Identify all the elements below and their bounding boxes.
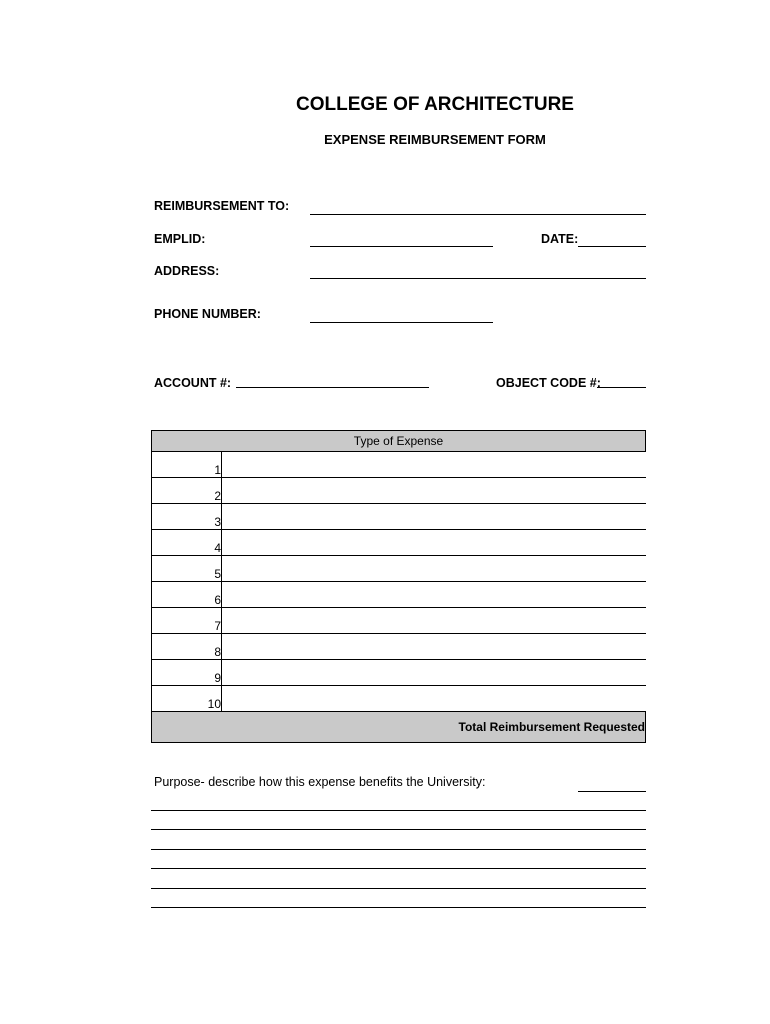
row-number: 9	[152, 660, 222, 686]
purpose-line[interactable]	[151, 868, 646, 869]
expense-entry-cell[interactable]	[222, 582, 646, 608]
expense-entry-cell[interactable]	[222, 504, 646, 530]
page-subtitle: EXPENSE REIMBURSEMENT FORM	[324, 132, 546, 147]
row-number: 8	[152, 634, 222, 660]
row-number: 3	[152, 504, 222, 530]
expense-row	[152, 634, 646, 660]
row-number: 7	[152, 608, 222, 634]
account-line[interactable]	[236, 387, 429, 388]
total-reimbursement-label: Total Reimbursement Requested	[152, 712, 646, 743]
expense-entry-cell[interactable]	[222, 686, 646, 712]
purpose-line[interactable]	[151, 849, 646, 850]
expense-table-header-row	[152, 431, 646, 452]
account-label: ACCOUNT #:	[154, 376, 232, 390]
emplid-line[interactable]	[310, 246, 493, 247]
expense-row	[152, 452, 646, 478]
page-title: COLLEGE OF ARCHITECTURE	[296, 94, 574, 115]
expense-entry-cell[interactable]	[222, 608, 646, 634]
expense-row	[152, 608, 646, 634]
address-label: ADDRESS:	[154, 264, 220, 278]
reimbursement-to-label: REIMBURSEMENT TO:	[154, 199, 290, 213]
expense-row	[152, 582, 646, 608]
expense-type-header: Type of Expense	[152, 431, 646, 452]
object-code-line[interactable]	[597, 387, 646, 388]
expense-row	[152, 660, 646, 686]
purpose-line[interactable]	[151, 907, 646, 908]
expense-entry-cell[interactable]	[222, 556, 646, 582]
date-label: DATE:	[541, 232, 579, 246]
expense-row	[152, 556, 646, 582]
purpose-line[interactable]	[151, 888, 646, 889]
expense-row	[152, 504, 646, 530]
expense-entry-cell[interactable]	[222, 660, 646, 686]
expense-row	[152, 686, 646, 712]
expense-total-row	[152, 712, 646, 743]
date-line[interactable]	[578, 246, 646, 247]
emplid-label: EMPLID:	[154, 232, 206, 246]
row-number: 10	[152, 686, 222, 712]
purpose-amount-line[interactable]	[578, 791, 646, 792]
address-line[interactable]	[310, 278, 646, 279]
phone-line[interactable]	[310, 322, 493, 323]
object-code-label: OBJECT CODE #:	[496, 376, 601, 390]
row-number: 5	[152, 556, 222, 582]
expense-row	[152, 530, 646, 556]
expense-entry-cell[interactable]	[222, 478, 646, 504]
expense-row	[152, 478, 646, 504]
row-number: 6	[152, 582, 222, 608]
row-number: 4	[152, 530, 222, 556]
expense-table	[151, 430, 646, 743]
purpose-line[interactable]	[151, 810, 646, 811]
expense-entry-cell[interactable]	[222, 634, 646, 660]
phone-label: PHONE NUMBER:	[154, 307, 261, 321]
expense-entry-cell[interactable]	[222, 530, 646, 556]
row-number: 2	[152, 478, 222, 504]
reimbursement-to-line[interactable]	[310, 214, 646, 215]
row-number: 1	[152, 452, 222, 478]
purpose-label: Purpose- describe how this expense benefits the University:	[154, 775, 486, 789]
purpose-line[interactable]	[151, 829, 646, 830]
expense-entry-cell[interactable]	[222, 452, 646, 478]
